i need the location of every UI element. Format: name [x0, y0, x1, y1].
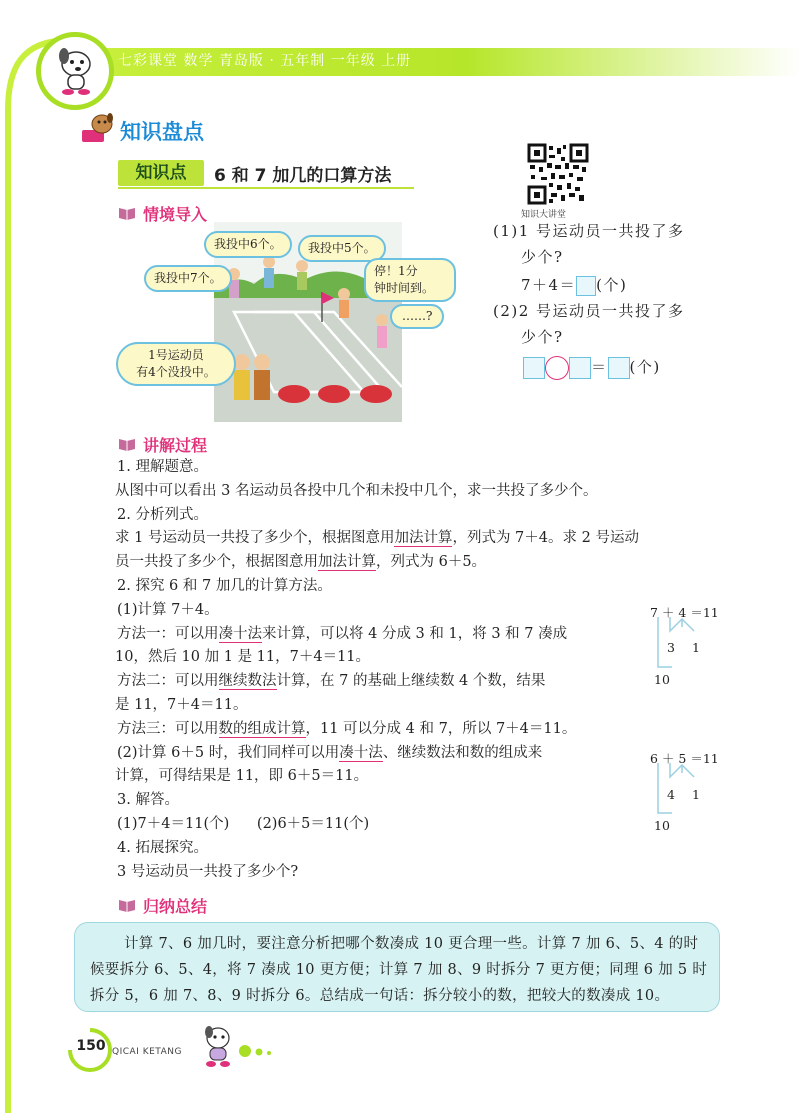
- diagram-2-split-a: 4: [667, 787, 675, 802]
- diagram-1-split-b: 1: [692, 640, 700, 655]
- diagram-2-lines: [650, 763, 710, 825]
- text-run: ，11 可以分成 4 和 7，所以 7＋4＝11。: [305, 720, 577, 737]
- method-1-cont: 10，然后 10 加 1 是 11，7＋4＝11。: [115, 649, 371, 666]
- unit: (个): [596, 276, 628, 294]
- text-run: 求 1 号运动员一共投了多少个，根据图意用: [115, 530, 395, 547]
- diagram-1-lines: [650, 617, 710, 679]
- book-icon: [117, 437, 137, 451]
- highlight-term: 数的组成计算: [218, 720, 306, 737]
- question-text: 少个?: [521, 248, 564, 266]
- text-run: 员一共投了多少个，根据图意用: [115, 554, 318, 571]
- summary-heading: 归纳总结: [143, 897, 208, 916]
- book-icon: [117, 206, 137, 220]
- qr-code-icon[interactable]: [527, 143, 589, 205]
- step-2-text: [115, 527, 727, 551]
- highlight-term: 凑十法: [339, 744, 383, 761]
- dog-mascot-icon: [46, 42, 104, 100]
- expression: 7＋4＝: [521, 276, 577, 294]
- page-edge-decoration: [0, 0, 70, 1113]
- text-run: 、继续数法和数的组成来: [382, 744, 543, 761]
- equals: ＝: [591, 358, 608, 376]
- speech-bubble-7: 我投中7个。: [144, 265, 232, 292]
- answer-box[interactable]: [523, 357, 545, 379]
- dog-with-book-icon: [80, 112, 116, 144]
- section-title: 知识盘点: [120, 120, 204, 144]
- speech-bubble-5: 我投中5个。: [298, 235, 386, 262]
- qr-label: 知识大讲堂: [521, 210, 567, 220]
- text-run: 计算，在 7 的基础上继续数 4 个数，结果: [276, 673, 546, 690]
- method-2: [117, 670, 629, 694]
- text-run: 来计算，可以将 4 分成 3 和 1，将 3 和 7 凑成: [262, 625, 568, 642]
- explain-body: [115, 456, 639, 884]
- question-text: (2)2 号运动员一共投了多: [493, 302, 685, 320]
- diagram-1-split-a: 3: [667, 640, 675, 655]
- text-run: 方法二：可以用: [117, 673, 219, 690]
- highlight-term: 凑十法: [218, 625, 262, 642]
- step-5: 4. 拓展探究。: [117, 839, 208, 856]
- situation-heading: 情境导入: [143, 205, 208, 224]
- step-2: 2. 分析列式。: [117, 506, 208, 523]
- equation-row: [493, 272, 733, 298]
- step-4: 3. 解答。: [117, 792, 179, 809]
- bubble-line: 停！1分: [374, 264, 418, 278]
- footer-brand: QICAI KETANG: [112, 1047, 182, 1057]
- dog-mascot-footer-icon: [198, 1024, 236, 1070]
- explain-heading: 讲解过程: [143, 436, 208, 455]
- speech-bubble-athlete1: [116, 342, 236, 386]
- step-5-question: 3 号运动员一共投了多少个?: [117, 863, 299, 880]
- answer-box[interactable]: [569, 357, 591, 379]
- diagram-2-ten: 10: [654, 818, 670, 833]
- bubble-line: 钟时间到。: [374, 281, 435, 295]
- step-3: 2. 探究 6 和 7 加几的计算方法。: [117, 577, 332, 594]
- knowledge-point-title: 6 和 7 加几的口算方法: [214, 166, 392, 186]
- question-2: [493, 298, 733, 380]
- diagram-1-ten: 10: [654, 672, 670, 687]
- answer-box[interactable]: [576, 276, 596, 296]
- question-1: [493, 218, 733, 298]
- text-run: ，列式为 6＋5。: [376, 554, 487, 571]
- knowledge-point-label: 知识点: [118, 160, 204, 186]
- operator-circle[interactable]: [545, 356, 569, 380]
- step-3-1: (1)计算 7＋4。: [117, 601, 219, 618]
- answer-box[interactable]: [608, 357, 630, 379]
- diagram-2-split-b: 1: [692, 787, 700, 802]
- equation-row: [493, 354, 733, 380]
- speech-bubble-6: 我投中6个。: [204, 231, 292, 258]
- bubble-line: 有4个没投中。: [136, 365, 216, 379]
- step-1: 1. 理解题意。: [117, 459, 208, 475]
- speech-bubble-time-up: [364, 258, 456, 302]
- bubble-line: 1号运动员: [148, 348, 204, 362]
- title-underline: [118, 187, 414, 189]
- part-2-cont: 计算，可得结果是 11，即 6＋5＝11。: [115, 768, 369, 785]
- diagram-1-expr: 7 ＋ 4 ＝11: [650, 605, 719, 620]
- part-2: [117, 742, 629, 766]
- text-run: (2)计算 6＋5 时，我们同样可以用: [117, 744, 340, 761]
- text-run: 方法一：可以用: [117, 625, 219, 642]
- summary-text: 计算 7、6 加几时，要注意分析把哪个数凑成 10 更合理一些。计算 7 加 6、5、4 的时候要拆分 6、5、4，将 7 凑成 10 更方便；计算 7 加 8、9 时拆分 7 更方便；同理 6 加 5 时拆分 5，6 加 7、8、9 时拆分 6。总结成一句话：拆分较小的数，把较大的数凑成 10。: [90, 936, 708, 1004]
- question-text: (1)1 号运动员一共投了多: [493, 222, 685, 240]
- step-4-answer: (1)7＋4＝11(个) (2)6＋5＝11(个): [117, 815, 370, 832]
- question-text: 少个?: [521, 328, 564, 346]
- highlight-term: 继续数法: [218, 673, 277, 690]
- step-2-text: [115, 551, 727, 575]
- method-2-cont: 是 11，7＋4＝11。: [115, 696, 248, 713]
- book-icon: [117, 898, 137, 912]
- unit: (个): [629, 358, 661, 376]
- highlight-term: 加法计算: [318, 554, 376, 571]
- highlight-term: 加法计算: [394, 530, 453, 547]
- diagram-2-expr: 6 ＋ 5 ＝11: [650, 751, 719, 766]
- header-title: 七彩课堂 数学 青岛版 · 五年制 一年级 上册: [118, 53, 412, 69]
- step-1-text: 从图中可以看出 3 名运动员各投中几个和未投中几个，求一共投了多少个。: [115, 482, 598, 499]
- text-run: 方法三：可以用: [117, 720, 219, 737]
- speech-bubble-question: ……?: [390, 304, 444, 329]
- method-1: [117, 623, 629, 647]
- method-3: [117, 718, 629, 742]
- decorative-dots: [238, 1044, 278, 1058]
- text-run: ，列式为 7＋4。求 2 号运动: [452, 530, 639, 547]
- page-number: 150: [76, 1038, 106, 1054]
